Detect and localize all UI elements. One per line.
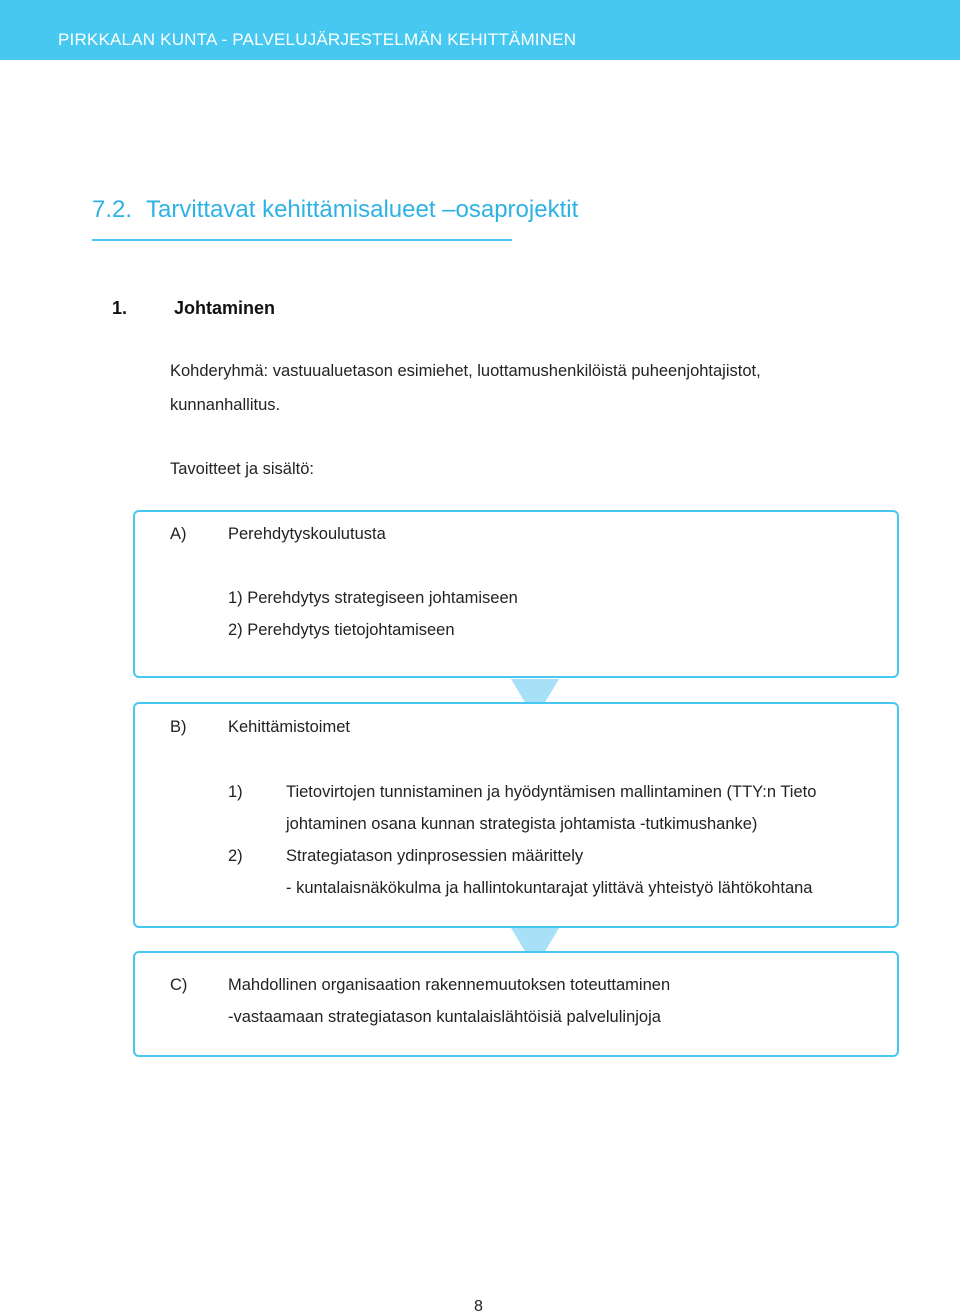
box-a-item-2: 2) Perehdytys tietojohtamiseen [228,621,455,639]
topic-number: 1. [112,298,128,318]
box-c-line1: Mahdollinen organisaation rakennemuutoksen toteuttaminen [228,976,671,994]
header-title: PIRKKALAN KUNTA - PALVELUJÄRJESTELMÄN KEHITTÄMINEN [58,30,577,49]
box-b-item-2-line2: - kuntalaisnäkökulma ja hallintokuntarajat ylittävä yhteistyö lähtökohtana [286,879,813,897]
section-heading [92,196,578,224]
box-b-item-2-num: 2) [228,847,243,865]
goals-label: Tavoitteet ja sisältö: [170,460,314,478]
box-b-letter: B) [170,718,187,736]
box-a-title: Perehdytyskoulutusta [228,525,386,543]
target-group-line2: kunnanhallitus. [170,396,281,414]
box-b-item-1-num: 1) [228,783,243,801]
box-c [133,951,899,1057]
box-a-item-1: 1) Perehdytys strategiseen johtamiseen [228,589,518,607]
section-number: 7.2. [92,196,133,223]
heading-rule [92,239,512,241]
box-b-title: Kehittämistoimet [228,718,350,736]
box-c-line2: -vastaamaan strategiatason kuntalaislähtöisiä palvelulinjoja [228,1008,661,1026]
box-b-item-1-line1: Tietovirtojen tunnistaminen ja hyödyntämisen mallintaminen (TTY:n Tieto [286,783,817,801]
box-a-letter: A) [170,525,187,543]
header-bar [0,0,960,60]
box-b-item-2-line1: Strategiatason ydinprosessien määrittely [286,847,584,865]
box-b-item-1-line2: johtaminen osana kunnan strategista johtamista -tutkimushanke) [286,815,758,833]
section-title: Tarvittavat kehittämisalueet –osaprojektit [146,196,579,223]
box-c-letter: C) [170,976,188,994]
target-group-line1: Kohderyhmä: vastuualuetason esimiehet, luottamushenkilöistä puheenjohtajistot, [170,362,761,380]
page-number: 8 [474,1298,483,1315]
topic-title: Johtaminen [174,298,276,318]
